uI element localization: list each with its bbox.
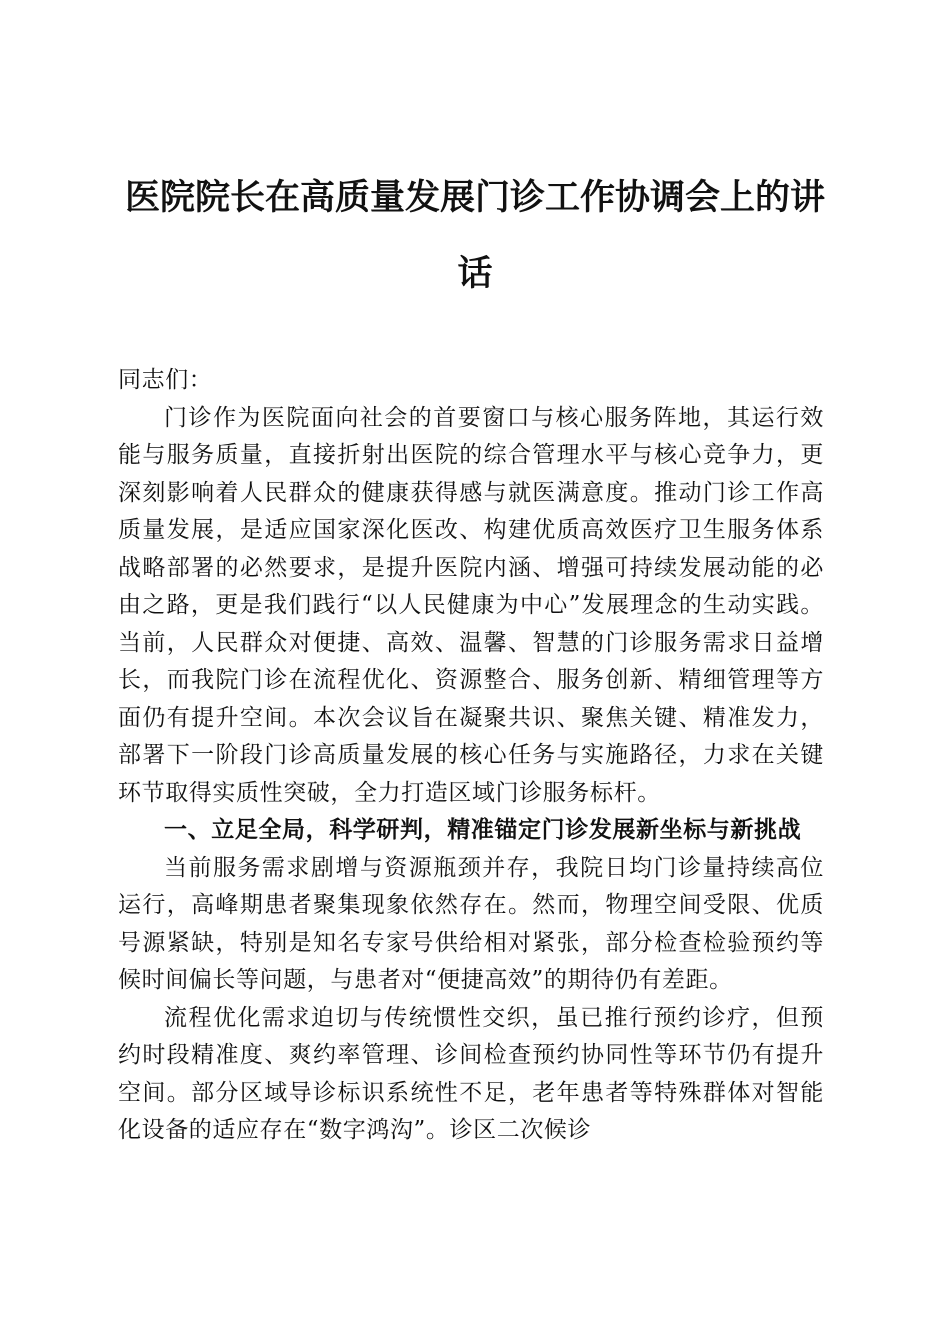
document-title: 医院院长在高质量发展门诊工作协调会上的讲话 (124, 177, 825, 294)
salutation: 同志们： (118, 367, 213, 393)
section-1-paragraph-2: 流程优化需求迫切与传统惯性交织，虽已推行预约诊疗，但预约时段精准度、爽约率管理、诊间检查预约协同性等环节仍有提升空间。部分区域导诊标识系统性不足，老年患者等特殊群体对智能化设备的适应存在“数字鸿沟”。诊区二次候诊 (118, 1004, 824, 1143)
document-body (118, 362, 824, 1150)
intro-paragraph: 门诊作为医院面向社会的首要窗口与核心服务阵地，其运行效能与服务质量，直接折射出医院的综合管理水平与核心竞争力，更深刻影响着人民群众的健康获得感与就医满意度。推动门诊工作高质量发展，是适应国家深化医改、构建优质高效医疗卫生服务体系战略部署的必然要求，是提升医院内涵、增强可持续发展动能的必由之路，更是我们践行“以人民健康为中心”发展理念的生动实践。当前，人民群众对便捷、高效、温馨、智慧的门诊服务需求日益增长，而我院门诊在流程优化、资源整合、服务创新、精细管理等方面仍有提升空间。本次会议旨在凝聚共识、聚焦关键、精准发力，部署下一阶段门诊高质量发展的核心任务与实施路径，力求在关键环节取得实质性突破，全力打造区域门诊服务标杆。 (118, 404, 824, 806)
section-1-paragraph-1: 当前服务需求剧增与资源瓶颈并存，我院日均门诊量持续高位运行，高峰期患者聚集现象依然存在。然而，物理空间受限、优质号源紧缺，特别是知名专家号供给相对紧张，部分检查检验预约等候时间偏长等问题，与患者对“便捷高效”的期待仍有差距。 (118, 854, 824, 993)
section-heading-1: 一、立足全局，科学研判，精准锚定门诊发展新坐标与新挑战 (164, 817, 802, 843)
